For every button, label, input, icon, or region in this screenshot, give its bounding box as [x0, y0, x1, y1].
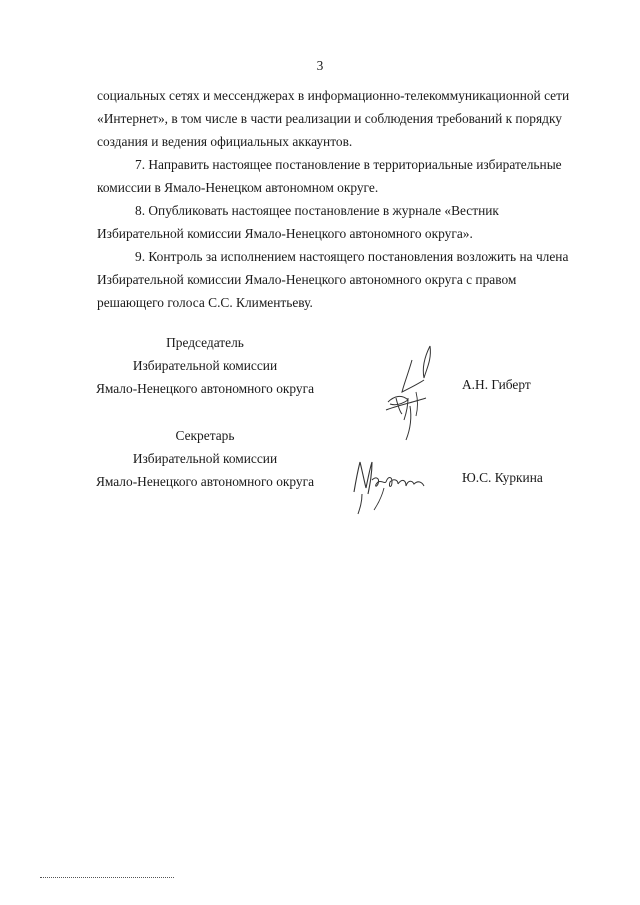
paragraph-9-line-2: Избирательной комиссии Ямало-Ненецкого автономного округа с правом — [97, 272, 517, 287]
secretary-title-line-1: Секретарь — [175, 428, 235, 443]
paragraph-9-line-3: решающего голоса С.С. Климентьеву. — [97, 295, 313, 310]
secretary-title-block — [60, 424, 350, 493]
secretary-title-line-2: Избирательной комиссии — [132, 451, 278, 466]
secretary-title-line-3: Ямало-Ненецкого автономного округа — [95, 474, 315, 489]
page-number: 3 — [316, 58, 324, 73]
paragraph-7-line-2: комиссии в Ямало-Ненецком автономном округе. — [97, 180, 379, 195]
chairman-signature — [372, 340, 442, 445]
paragraph-7-line-1: 7. Направить настоящее постановление в территориальные избирательные — [135, 157, 562, 172]
footer-dotted-rule — [40, 877, 174, 878]
paragraph-9-line-1: 9. Контроль за исполнением настоящего постановления возложить на члена — [135, 249, 569, 264]
paragraph-continued-line-3: создания и ведения официальных аккаунтов. — [97, 134, 353, 149]
chairman-name: А.Н. Гиберт — [462, 377, 531, 392]
paragraph-8-line-2: Избирательной комиссии Ямало-Ненецкого автономного округа». — [97, 226, 473, 241]
secretary-signature — [348, 452, 436, 518]
document-body — [97, 84, 580, 314]
paragraph-continued-line-1: социальных сетях и мессенджерах в информационно-телекоммуникационной сети — [97, 88, 570, 103]
paragraph-continued-line-2: «Интернет», в том числе в части реализации и соблюдения требований к порядку — [97, 111, 562, 126]
chairman-title-block — [60, 331, 350, 400]
chairman-title-line-3: Ямало-Ненецкого автономного округа — [95, 381, 315, 396]
chairman-title-line-2: Избирательной комиссии — [132, 358, 278, 373]
secretary-name: Ю.С. Куркина — [462, 470, 543, 485]
paragraph-8-line-1: 8. Опубликовать настоящее постановление в журнале «Вестник — [135, 203, 499, 218]
chairman-title-line-1: Председатель — [166, 335, 244, 350]
